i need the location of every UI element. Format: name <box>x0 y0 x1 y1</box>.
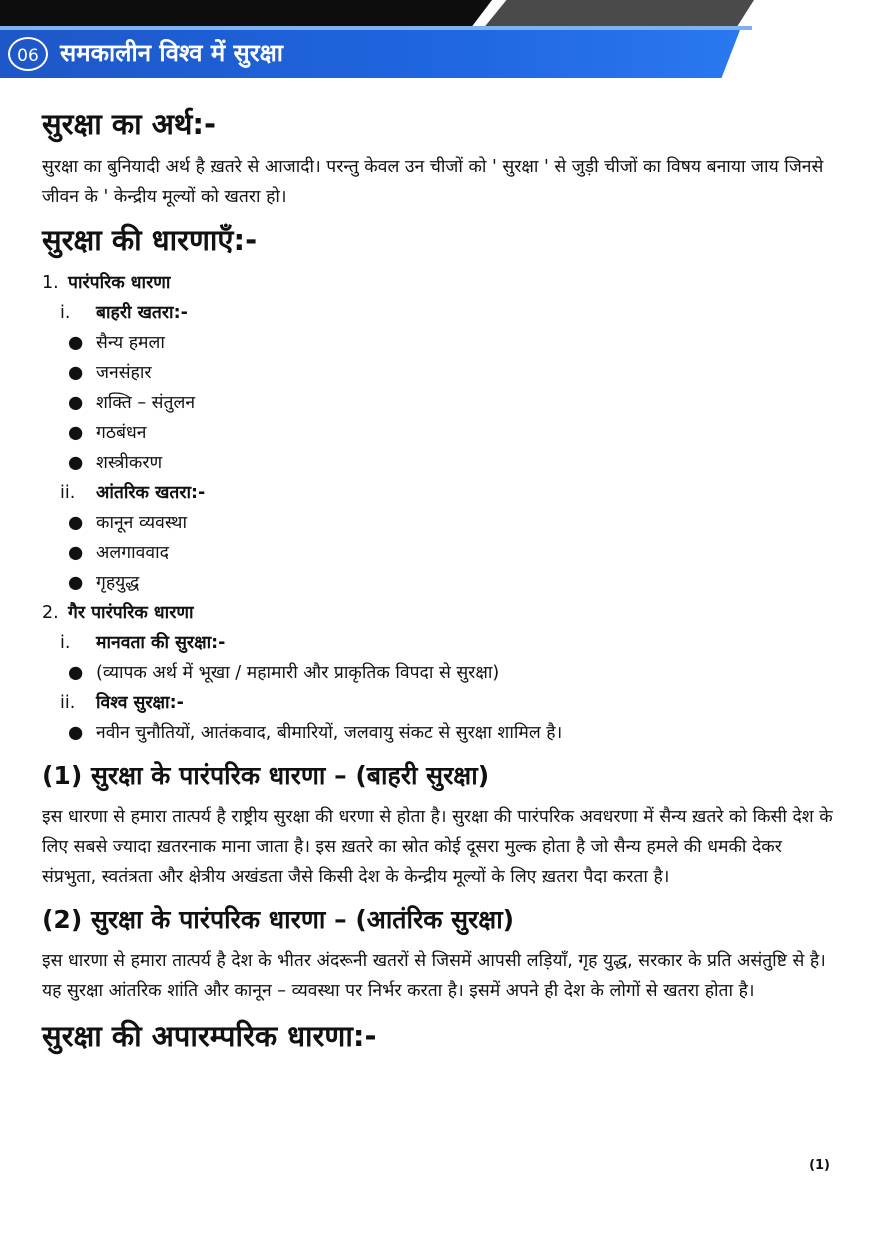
chapter-number-badge: 06 <box>8 37 48 71</box>
sublist-label: बाहरी खतरा:- <box>96 303 188 323</box>
list-number: 2. <box>42 603 59 623</box>
sublist-label: आंतरिक खतरा:- <box>96 483 206 503</box>
bullet-item <box>42 718 834 748</box>
sublist-item-human-security <box>42 628 834 658</box>
bullet-item <box>42 538 834 568</box>
paragraph-external-security: इस धारणा से हमारा तात्पर्य है राष्ट्रीय सुरक्षा की धरणा से होता है। सुरक्षा की पारंपरिक अवधरणा में सैन्य ख़तरे को किसी देश के लिए सबसे ज्यादा ख़तरनाक माना जाता है। इस ख़तरे का स्रोत कोई दूसरा मुल्क होता है जो सैन्य हमले की धमकी देकर संप्रभुता, स्वतंत्रता और क्षेत्रीय अखंडता जैसे किसी देश के केन्द्रीय मूल्यों के लिए ख़तरा पैदा करता है। <box>42 807 833 887</box>
bullet-item <box>42 358 834 388</box>
sublist-item-world-security <box>42 688 834 718</box>
bullet-icon: ● <box>68 423 84 443</box>
page-number: (1) <box>809 1158 830 1173</box>
paragraph-meaning: सुरक्षा का बुनियादी अर्थ है ख़तरे से आजादी। परन्तु केवल उन चीजों को ' सुरक्षा ' से जुड़ी चीजों का विषय बनाया जाय जिनसे जीवन के ' केन्द्रीय मूल्यों को खतरा हो। <box>42 157 824 207</box>
paragraph-internal-security: इस धारणा से हमारा तात्पर्य है देश के भीतर अंदरूनी खतरों से जिसमें आपसी लड़ियाँ, गृह युद्ध, सरकार के प्रति असंतुष्टि से है। यह सुरक्षा आंतरिक शांति और कानून – व्यवस्था पर निर्भर करता है। इसमें अपने ही देश के लोगों से खतरा होता है। <box>42 951 826 1001</box>
bullet-icon: ● <box>68 363 84 383</box>
bullet-text: जनसंहार <box>96 363 152 383</box>
roman-numeral: i. <box>60 633 71 653</box>
heading-external-security: (1) सुरक्षा के पारंपरिक धारणा – (बाहरी सुरक्षा) <box>42 761 490 790</box>
heading-meaning: सुरक्षा का अर्थ:- <box>42 107 217 141</box>
list-number: 1. <box>42 273 59 293</box>
roman-numeral: i. <box>60 303 71 323</box>
bullet-icon: ● <box>68 663 84 683</box>
sublist-label: मानवता की सुरक्षा:- <box>96 633 226 653</box>
bullet-icon: ● <box>68 573 84 593</box>
roman-numeral: ii. <box>60 483 76 503</box>
sublist-label: विश्व सुरक्षा:- <box>96 693 184 713</box>
bullet-icon: ● <box>68 333 84 353</box>
bullet-icon: ● <box>68 543 84 563</box>
sublist-item-internal-threat <box>42 478 834 508</box>
bullet-text: (व्यापक अर्थ में भूखा / महामारी और प्राकृतिक विपदा से सुरक्षा) <box>96 663 500 683</box>
heading-nontraditional: सुरक्षा की अपारम्परिक धारणा:- <box>42 1019 377 1053</box>
bullet-item <box>42 418 834 448</box>
list-label: पारंपरिक धारणा <box>68 273 171 293</box>
bullet-item <box>42 508 834 538</box>
bullet-text: गठबंधन <box>96 423 147 443</box>
heading-internal-security: (2) सुरक्षा के पारंपरिक धारणा – (आतंरिक सुरक्षा) <box>42 905 515 934</box>
header-accent-line <box>0 26 752 30</box>
bullet-text: कानून व्यवस्था <box>96 513 187 533</box>
bullet-icon: ● <box>68 453 84 473</box>
list-item-nontraditional <box>42 598 834 628</box>
bullet-text: नवीन चुनौतियों, आतंकवाद, बीमारियों, जलवायु संकट से सुरक्षा शामिल है। <box>96 723 563 743</box>
chapter-title: समकालीन विश्व में सुरक्षा <box>60 39 284 67</box>
bullet-icon: ● <box>68 723 84 743</box>
bullet-item <box>42 568 834 598</box>
bullet-text: अलगाववाद <box>96 543 169 563</box>
bullet-item <box>42 388 834 418</box>
roman-numeral: ii. <box>60 693 76 713</box>
bullet-item <box>42 448 834 478</box>
list-label: गैर पारंपरिक धारणा <box>68 603 194 623</box>
bullet-text: शस्त्रीकरण <box>96 453 163 473</box>
heading-concepts: सुरक्षा की धारणाएँ:- <box>42 223 258 257</box>
page-content <box>42 104 834 1064</box>
bullet-icon: ● <box>68 513 84 533</box>
bullet-text: सैन्य हमला <box>96 333 165 353</box>
list-item-traditional <box>42 268 834 298</box>
bullet-item <box>42 658 834 688</box>
sublist-item-external-threat <box>42 298 834 328</box>
bullet-item <box>42 328 834 358</box>
header-black-band <box>0 0 492 26</box>
bullet-icon: ● <box>68 393 84 413</box>
bullet-text: गृहयुद्ध <box>96 573 140 593</box>
bullet-text: शक्ति – संतुलन <box>96 393 196 413</box>
